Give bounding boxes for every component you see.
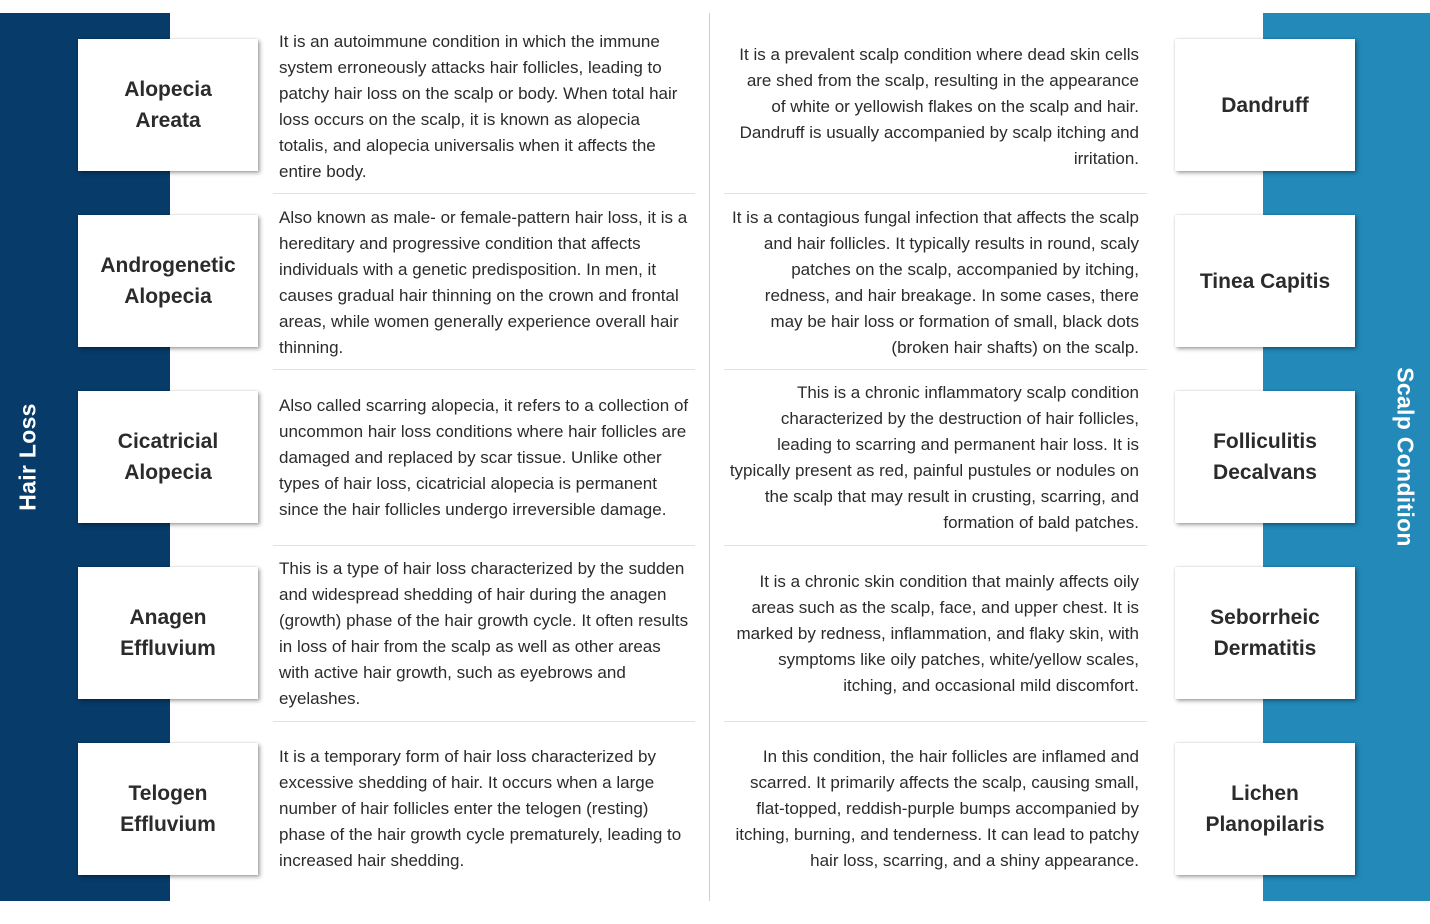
- hair-loss-card-2: [78, 215, 258, 347]
- hair-loss-description: Also called scarring alopecia, it refers to a collection of uncommon hair loss conditions where hair follicles are damaged and replaced by scar tissue. Unlike other types of hair loss, cicatricial alopecia is permanent since the hair follicles undergo irreversible damage.: [279, 396, 689, 519]
- hair-loss-description: This is a type of hair loss characterized by the sudden and widespread shedding of hair during the anagen (growth) phase of the hair growth cycle. It often results in loss of hair from the scalp as well as other areas with active hair growth, such as eyebrows and eyelashes.: [279, 559, 689, 708]
- scalp-condition-card-3: [1175, 391, 1355, 523]
- scalp-condition-description: It is a contagious fungal infection that affects the scalp and hair follicles. It typically results in round, scaly patches on the scalp, accompanied by itching, redness, and hair breakage. In some cases, there may be hair loss or formation of small, black dots (broken hair shafts) on the scalp.: [732, 208, 1139, 357]
- hair-loss-name: Anagen Effluvium: [120, 606, 216, 660]
- hair-loss-name: Alopecia Areata: [124, 78, 212, 132]
- row-divider: [273, 369, 695, 370]
- scalp-condition-name: Dandruff: [1221, 93, 1309, 117]
- scalp-condition-name: Lichen Planopilaris: [1205, 782, 1325, 836]
- scalp-condition-name: Seborrheic Dermatitis: [1210, 606, 1320, 660]
- scalp-condition-description: This is a chronic inflammatory scalp condition characterized by the destruction of hair follicles, leading to scarring and permanent hair loss. It is typically present as red, painful pustules or nodules on the scalp that may result in crusting, scarring, and formation of bald patches.: [729, 383, 1139, 532]
- hair-loss-description: It is a temporary form of hair loss characterized by excessive shedding of hair. It occurs when a large number of hair follicles enter the telogen (resting) phase of the hair growth cycle prematurely, leading to increased hair shedding.: [279, 747, 682, 870]
- scalp-condition-description: It is a chronic skin condition that mainly affects oily areas such as the scalp, face, and upper chest. It is marked by redness, inflammation, and flaky skin, with symptoms like oily patches, white/yellow scales, itching, and occasional mild discomfort.: [736, 572, 1139, 695]
- row-divider: [724, 721, 1147, 722]
- hair-loss-card-3: [78, 391, 258, 523]
- hair-loss-card-4: [78, 567, 258, 699]
- scalp-condition-card-4: [1175, 567, 1355, 699]
- row-divider: [724, 193, 1147, 194]
- scalp-condition-name: Tinea Capitis: [1199, 269, 1331, 293]
- scalp-condition-card-2: [1175, 215, 1355, 347]
- hair-loss-description: It is an autoimmune condition in which the immune system erroneously attacks hair follicles, leading to patchy hair loss on the scalp or body. When total hair loss occurs on the scalp, it is known as alopecia totalis, and alopecia universalis when it affects the entire body.: [279, 32, 678, 181]
- hair-loss-title: Hair Loss: [14, 403, 41, 511]
- hair-loss-description: Also known as male- or female-pattern hair loss, it is a hereditary and progressive condition that affects individuals with a genetic predisposition. In men, it causes gradual hair thinning on the crown and frontal areas, while women generally experience overall hair thinning.: [279, 208, 688, 357]
- row-divider: [273, 193, 695, 194]
- scalp-condition-description: It is a prevalent scalp condition where dead skin cells are shed from the scalp, resulting in the appearance of white or yellowish flakes on the scalp and hair. Dandruff is usually accompanied by scalp itching and irritation.: [739, 45, 1139, 168]
- scalp-condition-card-1: [1175, 39, 1355, 171]
- hair-loss-card-1: [78, 39, 258, 171]
- hair-loss-name: Cicatricial Alopecia: [117, 430, 219, 484]
- row-divider: [273, 545, 695, 546]
- row-divider: [724, 369, 1147, 370]
- hair-loss-name: Telogen Effluvium: [120, 782, 216, 836]
- scalp-condition-name: Folliculitis Decalvans: [1213, 430, 1317, 484]
- row-divider: [724, 545, 1147, 546]
- hair-loss-name: Androgenetic Alopecia: [100, 254, 236, 308]
- scalp-condition-description: In this condition, the hair follicles are inflamed and scarred. It primarily affects the scalp, causing small, flat-topped, reddish-purple bumps accompanied by itching, burning, and tenderness. It can lead to patchy hair loss, scarring, and a shiny appearance.: [735, 747, 1139, 870]
- hair-loss-card-5: [78, 743, 258, 875]
- row-divider: [273, 721, 695, 722]
- scalp-condition-title: Scalp Condition: [1392, 367, 1419, 547]
- center-divider: [709, 13, 710, 901]
- scalp-condition-card-5: [1175, 743, 1355, 875]
